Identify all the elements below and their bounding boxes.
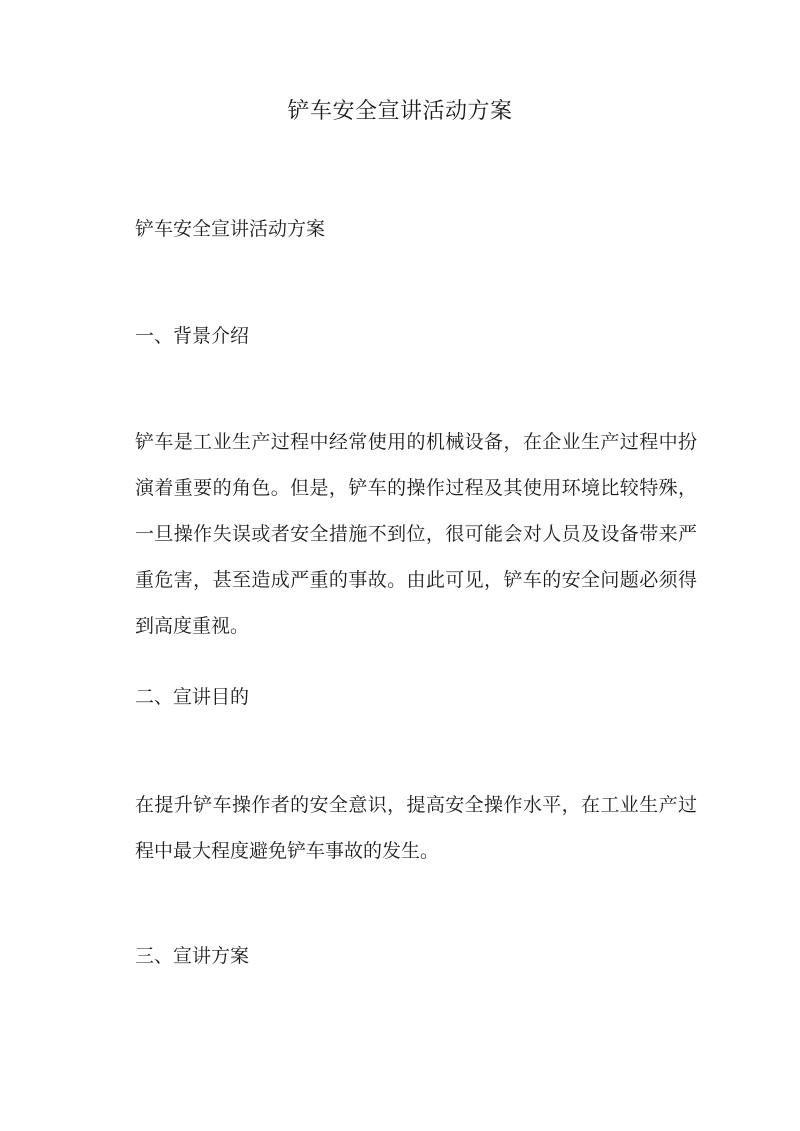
section-heading-background: 一、背景介绍 <box>135 325 250 347</box>
section-paragraph-purpose: 在提升铲车操作者的安全意识，提高安全操作水平，在工业生产过程中最大程度避免铲车事故的发生。 <box>135 794 697 862</box>
document-subtitle: 铲车安全宣讲活动方案 <box>135 218 326 240</box>
section-heading-plan: 三、宣讲方案 <box>135 945 250 967</box>
section-paragraph-background: 铲车是工业生产过程中经常使用的机械设备，在企业生产过程中扮演着重要的角色。但是，铲车的操作过程及其使用环境比较特殊，一旦操作失误或者安全措施不到位，很可能会对人员及设备带来严重危害，甚至造成严重的事故。由此可见，铲车的安全问题必须得到高度重视。 <box>135 431 697 637</box>
document-title: 铲车安全宣讲活动方案 <box>287 99 513 124</box>
section-heading-purpose: 二、宣讲目的 <box>135 686 250 708</box>
